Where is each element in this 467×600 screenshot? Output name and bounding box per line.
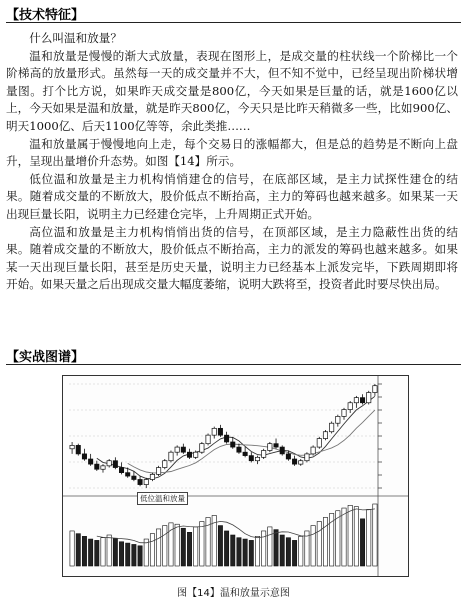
candle-body: [194, 452, 198, 457]
candle-body: [175, 447, 179, 452]
candle-body: [286, 454, 290, 459]
volume-bar: [95, 540, 99, 566]
candle-body: [144, 479, 148, 484]
candle-body: [317, 439, 321, 448]
candle-body: [82, 454, 86, 459]
candle-body: [262, 450, 266, 457]
candle-body: [200, 444, 204, 453]
volume-bar: [187, 532, 191, 566]
candle-body: [88, 459, 92, 464]
volume-bar: [119, 542, 123, 566]
volume-bar: [323, 517, 327, 566]
volume-bar: [132, 544, 136, 566]
candle-body: [181, 447, 185, 452]
volume-bar: [181, 528, 185, 566]
volume-bar: [243, 539, 247, 566]
candle-body: [292, 459, 296, 464]
candle-body: [212, 428, 216, 435]
candle-body: [329, 423, 333, 432]
volume-bar: [237, 538, 241, 566]
volume-bar: [175, 524, 179, 566]
volume-bar: [249, 540, 253, 566]
candle-body: [373, 386, 377, 393]
paragraph-low-position: 低位温和放量是主力机构悄悄建仓的信号，在底部区域，是主力试探性建仓的结果。随着成交量的不断放大，股价低点不断抬高，主力的筹码也越来越多。如果某一天出现巨量长阳，说明主力已经建仓完毕，上升周期正式开始。: [6, 171, 458, 221]
section-divider: [6, 364, 461, 365]
candle-body: [150, 474, 154, 479]
candle-body: [138, 479, 142, 484]
candle-body: [76, 445, 80, 454]
volume-bar: [317, 522, 321, 566]
volume-bar: [113, 538, 117, 566]
volume-bar: [138, 546, 142, 566]
volume-bar: [311, 526, 315, 566]
candle-body: [218, 428, 222, 435]
paragraph-high-position: 高位温和放量是主力机构悄悄出货的信号，在顶部区域，是主力隐蔽性出货的结果。随着成交量的不断放大，股价低点不断抬高，主力的派发的筹码也越来越多。如果某一天出现巨量长阳，甚至是历史天量，说明主力已经基本上派发完毕，下跌周期即将开始。如果天量之后出现成交量大幅度萎缩，说明大跌将至，投资者此时要尽快出局。: [6, 224, 458, 292]
volume-bar: [360, 519, 364, 566]
candle-body: [206, 435, 210, 444]
candle-body: [336, 416, 340, 423]
volume-bar: [255, 536, 259, 566]
candle-body: [342, 410, 346, 417]
volume-bar: [107, 535, 111, 566]
volume-bar: [292, 540, 296, 566]
volume-bar: [268, 527, 272, 566]
volume-bar: [156, 529, 160, 566]
section-title-practical-chart: 【实战图谱】: [6, 350, 85, 365]
candle-body: [126, 473, 130, 476]
volume-bar: [373, 504, 377, 566]
volume-bar: [367, 509, 371, 566]
candle-body: [237, 447, 241, 452]
question-heading: 什么叫温和放量？: [29, 31, 122, 45]
candle-body: [119, 468, 123, 473]
candle-body: [113, 461, 117, 468]
volume-bar: [286, 538, 290, 566]
volume-bar: [280, 535, 284, 566]
figure-caption: 图【14】温和放量示意图: [177, 588, 290, 599]
candle-body: [70, 445, 74, 448]
article-body: [6, 30, 458, 294]
chart-annotation-label: 低位温和放量: [137, 492, 188, 505]
candle-body: [268, 444, 272, 451]
volume-bar: [231, 535, 235, 566]
candle-body: [311, 447, 315, 454]
candlestick-volume-chart: [63, 376, 408, 576]
volume-bar: [70, 531, 74, 566]
ma5-line: [97, 396, 375, 479]
volume-bar: [200, 522, 204, 566]
volume-bar: [194, 527, 198, 566]
volume-bar: [126, 543, 130, 566]
candle-body: [132, 476, 136, 479]
volume-bar: [218, 526, 222, 566]
candle-body: [231, 442, 235, 447]
volume-bar: [342, 508, 346, 566]
candle-body: [299, 461, 303, 464]
candle-body: [323, 432, 327, 439]
candle-body: [305, 454, 309, 461]
candle-body: [169, 452, 173, 461]
volume-bar: [76, 534, 80, 566]
candle-body: [187, 452, 191, 457]
candle-body: [95, 464, 99, 469]
volume-bar: [88, 539, 92, 566]
candle-body: [224, 435, 228, 442]
volume-bar: [274, 530, 278, 566]
candle-body: [360, 398, 364, 403]
candle-body: [107, 461, 111, 466]
stock-chart: [62, 375, 409, 577]
volume-bar: [299, 536, 303, 566]
paragraph-definition: 温和放量是慢慢的渐大式放量，表现在图形上，是成交量的柱状线一个阶梯比一个阶梯高的放量形式。虽然每一天的成交量并不大，但不知不觉中，已经呈现出阶梯状增量图。打个比方说，如果昨天成交量是800亿，今天如果是巨量的话，就是1600亿以上，今天如果是温和放量，就是昨天800亿，今天只是比昨天稍微多一些，比如900亿、明天1000亿、后天1100亿等等，余此类推……: [6, 48, 458, 133]
candle-body: [163, 461, 167, 468]
section-divider: [6, 22, 461, 23]
volume-bar: [224, 531, 228, 566]
candle-body: [101, 466, 105, 469]
paragraph-trend: 温和放量属于慢慢地向上走，每个交易日的涨幅都大，但是总的趋势是不断向上盘升，呈现出量增价升态势。如图【14】所示。: [6, 136, 458, 169]
volume-bar: [163, 526, 167, 566]
volume-bar: [150, 534, 154, 566]
candle-body: [156, 468, 160, 475]
candle-body: [249, 456, 253, 461]
candle-body: [354, 398, 358, 403]
section-title-technical-features: 【技术特征】: [6, 8, 85, 23]
volume-bar: [354, 507, 358, 566]
candle-body: [348, 403, 352, 410]
candle-body: [243, 452, 247, 455]
candle-body: [280, 447, 284, 454]
candle-body: [255, 457, 259, 460]
volume-bar: [101, 538, 105, 566]
volume-bar: [348, 505, 352, 566]
candle-body: [274, 444, 278, 447]
candle-body: [367, 393, 371, 403]
volume-bar: [82, 536, 86, 566]
